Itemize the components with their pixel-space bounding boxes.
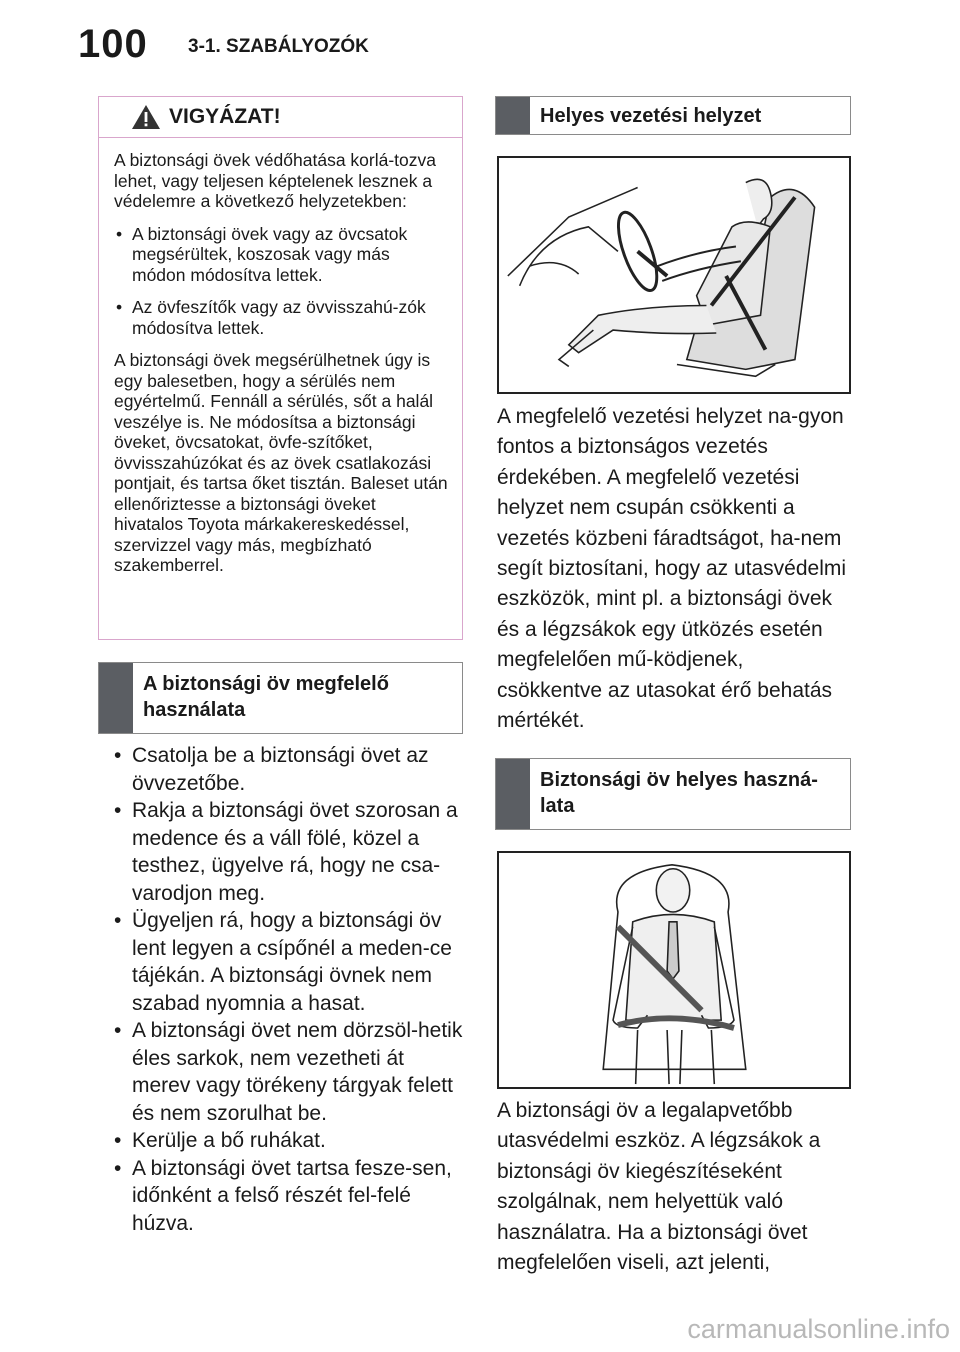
list-item: • Csatolja be a biztonsági övet az övvezetőbe. [112,742,464,797]
section-header-correct-belt-use [495,758,851,830]
warning-box [98,96,463,640]
list-item: • Rakja a biztonsági övet szorosan a medence és a váll fölé, közel a testhez, ügyelve rá, hogy ne csa-varodjon meg. [112,797,464,907]
driving-position-illustration [497,156,851,394]
list-item: • A biztonsági övet nem dörzsöl-hetik éles sarkok, nem vezetheti át merev vagy törékeny tárgyak felett és nem szorulhat be. [112,1017,464,1127]
section-header-bar [99,663,133,733]
watermark: carmanualsonline.info [687,1314,950,1344]
belt-usage-list [112,742,464,1237]
warning-title: VIGYÁZAT! [169,105,281,128]
warning-body [99,138,462,576]
correct-belt-use-paragraph: A biztonsági öv a legalapvetőbb utasvédelmi eszköz. A légzsákok a biztonsági öv kiegészítéseként szolgálnak, nem helyettük való használatra. Ha a biztonsági övet megfelelően viseli, azt jelenti, [497,1099,821,1275]
warning-list [114,224,448,339]
section-header-title: Helyes vezetési helyzet [540,105,762,127]
list-item: • A biztonsági övet tartsa fesze-sen, időnként a felső részét fel-felé húzva. [112,1155,464,1238]
warning-intro: A biztonsági övek védőhatása korlá-tozva lehet, vagy teljesen képtelenek lesznek a védelemre a következő helyzetekben: [114,150,436,211]
section-header-title: A biztonsági öv megfelelő használata [143,673,389,721]
section-title: 3-1. SZABÁLYOZÓK [188,36,369,57]
list-item: • Kerülje a bő ruhákat. [112,1127,464,1155]
section-header-title: Biztonsági öv helyes haszná-lata [540,769,818,817]
warning-list-item: • Az övfeszítők vagy az övvisszahú-zók módosítva lettek. [114,297,448,338]
page-number: 100 [78,22,148,66]
list-item: • Ügyeljen rá, hogy a biztonsági öv lent legyen a csípőnél a meden-ce tájékán. A biztonsági övnek nem szabad nyomnia a hasat. [112,907,464,1017]
warning-header [99,97,462,138]
section-header-driving-position [495,96,851,135]
section-header-belt-usage [98,662,463,734]
section-header-bar [496,97,530,134]
driving-position-paragraph: A megfelelő vezetési helyzet na-gyon fontos a biztonságos vezetés érdekében. A megfelelő vezetési helyzet nem csupán csökkenti a vezetés közbeni fáradtságot, ha-nem segít biztosítani, hogy az utasvédelmi eszközök, mint pl. a biztonsági övek és a légzsákok egy ütközés esetén megfelelően mű-ködjenek, csökkentve az utasokat érő behatás mértékét. [497,405,847,733]
warning-text: A biztonsági övek megsérülhetnek úgy is egy balesetben, hogy a sérülés nem egyértelmű. Fennáll a sérülés, sőt a halál veszélye is. Ne módosítsa a biztonsági öveket, övcsatokat, övfe-szítőket, övvisszahúzókat és az övek csatlakozási pontjait, és tartsa őket tisztán. Baleset után ellenőriztesse a biztonsági öveket hivatalos Toyota márkakereskedéssel, szervizzel vagy más, megbízható szakemberrel. [114,350,448,575]
belt-wearing-illustration [497,851,851,1089]
warning-triangle-icon [131,104,161,130]
driver-seated-image [499,158,849,392]
person-with-seatbelt-image [499,853,849,1087]
section-header-bar [496,759,530,829]
warning-list-item: • A biztonsági övek vagy az övcsatok megsérültek, koszosak vagy más módon módosítva lettek. [114,224,448,286]
